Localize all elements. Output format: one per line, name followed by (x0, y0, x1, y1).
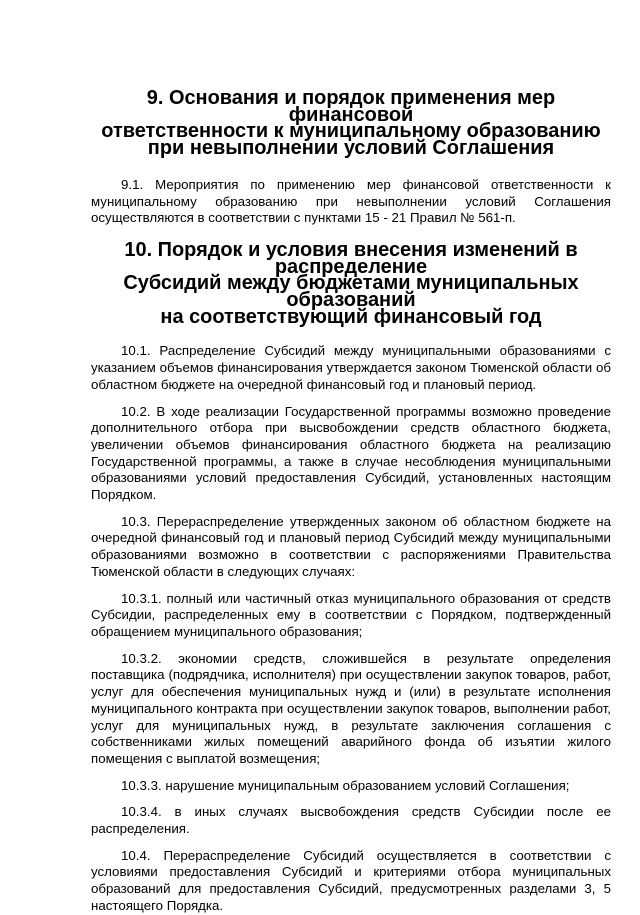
section-9-heading-line: 9. Основания и порядок применения мер финансовой (146, 87, 556, 126)
paragraph-10-3-3: 10.3.3. нарушение муниципальным образованием условий Соглашения; (121, 777, 570, 793)
section-10-heading-line: на соответствующий финансовый год (160, 305, 542, 328)
paragraph-10-3-2: 10.3.2. экономии средств, сложившейся в результате определения поставщика (подрядчика, исполнителя) при осуществлении закупок товаров, работ, услуг для обеспечения муниципальных нужд и (или) в результате исполнения муниципального контракта при осуществлении закупок товаров, выполнении работ, услуг для муниципальных нужд, в результате заключения соглашения с собственниками жилых помещений аварийного фонда об изъятии жилого помещения с выплатой возмещения; (91, 650, 611, 766)
paragraph-10-1: 10.1. Распределение Субсидий между муниципальными образованиями с указанием объемов финансирования утверждается законом Тюменской области об областном бюджете на очередной финансовый год и плановый период. (91, 343, 611, 392)
paragraph-10-3: 10.3. Перераспределение утвержденных законом об областном бюджете на очередной финансовый год и плановый период Субсидий между муниципальными образованиями возможно в соответствии с распоряжениями Правительства Тюменской области в следующих случаях: (91, 513, 611, 579)
section-9-heading-line: ответственности к муниципальному образованию (101, 120, 601, 143)
section-10-heading-line: 10. Порядок и условия внесения изменений в распределение (124, 238, 578, 278)
section-9-heading (91, 87, 611, 160)
paragraph-10-3-4: 10.3.4. в иных случаях высвобождения средств Субсидии после ее распределения. (91, 804, 611, 837)
paragraph-10-3-1: 10.3.1. полный или частичный отказ муниципального образования от средств Субсидии, распределенных ему в соответствии с Порядком, подтвержденный обращением муниципального образования; (91, 590, 611, 639)
document-body (91, 87, 611, 915)
section-9-heading-line: при невыполнении условий Соглашения (147, 137, 555, 160)
paragraph-10-4: 10.4. Перераспределение Субсидий осуществляется в соответствии с условиями предоставления Субсидий и критериями отбора муниципальных образований для предоставления Субсидий, предусмотренных разделами 3, 5 настоящего Порядка. (91, 847, 611, 913)
section-10-heading (91, 238, 611, 328)
paragraph-9-1: 9.1. Мероприятия по применению мер финансовой ответственности к муниципальному образованию при невыполнении условий Соглашения осуществляются в соответствии с пунктами 15 - 21 Правил № 561-п. (91, 176, 611, 226)
section-10-heading-line: Субсидий между бюджетами муниципальных образований (123, 272, 579, 312)
paragraph-10-2: 10.2. В ходе реализации Государственной программы возможно проведение дополнительного отбора при высвобождении средств областного бюджета, увеличении объемов финансирования областного бюджета на реализацию Государственной программы, а также в случае несоблюдения муниципальными образованиями условий предоставления Субсидий, установленных настоящим Порядком. (91, 403, 611, 503)
